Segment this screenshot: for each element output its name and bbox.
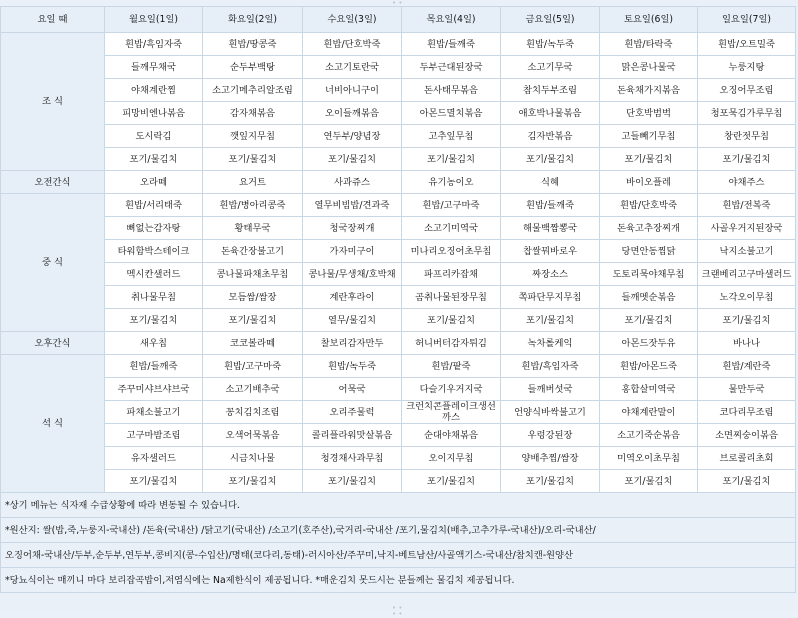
am_snack-item: 유기농이오 (402, 171, 501, 194)
breakfast-item: 감자채볶음 (203, 102, 303, 125)
am_snack-row (1, 171, 796, 194)
header-day-7: 일요일(7일) (698, 7, 796, 33)
breakfast-item: 맑은콩나물국 (600, 56, 698, 79)
dinner-item: 다슬기우거지국 (402, 378, 501, 401)
lunch-item: 포기/물김치 (698, 309, 796, 332)
dinner-item: 흰밥/고구마죽 (203, 355, 303, 378)
header-day-4: 목요일(4일) (402, 7, 501, 33)
pm_snack-item: 바나나 (698, 332, 796, 355)
lunch-item: 낙지소불고기 (698, 240, 796, 263)
lunch-row (1, 263, 796, 286)
top-resize-handle[interactable]: • • (392, 0, 403, 7)
lunch-item: 찹쌀꿔바로우 (501, 240, 600, 263)
dinner-label: 석 식 (1, 355, 105, 493)
dinner-item: 포기/물김치 (501, 470, 600, 493)
lunch-item: 콩나물/무생채/호박채 (303, 263, 402, 286)
lunch-item: 모듬쌈/쌈장 (203, 286, 303, 309)
breakfast-item: 소고기토란국 (303, 56, 402, 79)
dinner-item: 포기/물김치 (698, 470, 796, 493)
dinner-item: 브로콜리초회 (698, 447, 796, 470)
dinner-item: 소면찌숭이볶음 (698, 424, 796, 447)
dinner-item: 흰밥/녹두죽 (303, 355, 402, 378)
breakfast-item: 너비아니구이 (303, 79, 402, 102)
header-day-1: 월요일(1일) (105, 7, 203, 33)
breakfast-item: 포기/물김치 (303, 148, 402, 171)
lunch-item: 열무비빔밥/견과죽 (303, 194, 402, 217)
lunch-item: 들깨멧순볶음 (600, 286, 698, 309)
breakfast-row (1, 79, 796, 102)
pm_snack-item: 코코볼라떼 (203, 332, 303, 355)
pm_snack-item: 허니버터감자튀김 (402, 332, 501, 355)
lunch-item: 흰밥/병아리콩죽 (203, 194, 303, 217)
lunch-item: 사골우거지된장국 (698, 217, 796, 240)
breakfast-item: 포기/물김치 (203, 148, 303, 171)
header-mealtime-day: 요일 때 (1, 7, 105, 33)
breakfast-item: 연두부/양념장 (303, 125, 402, 148)
lunch-item: 콩나물파채초무침 (203, 263, 303, 286)
dinner-item: 주꾸미샤브샤브국 (105, 378, 203, 401)
dinner-item: 유자샐러드 (105, 447, 203, 470)
breakfast-item: 흰밥/땅콩죽 (203, 33, 303, 56)
dinner-item: 흰밥/팥죽 (402, 355, 501, 378)
breakfast-item: 김자반볶음 (501, 125, 600, 148)
dinner-item: 포기/물김치 (105, 470, 203, 493)
lunch-item: 곰취나물된장무침 (402, 286, 501, 309)
lunch-item: 흰밥/들깨죽 (501, 194, 600, 217)
lunch-row (1, 194, 796, 217)
lunch-item: 흰밥/단호박죽 (600, 194, 698, 217)
breakfast-item: 돈육채가지볶음 (600, 79, 698, 102)
lunch-item: 돈육간장불고기 (203, 240, 303, 263)
dinner-item: 오리주물럭 (303, 401, 402, 424)
dinner-row (1, 355, 796, 378)
bottom-resize-handle[interactable]: • • • • (392, 604, 403, 618)
header-day-2: 화요일(2일) (203, 7, 303, 33)
breakfast-item: 야채계란찜 (105, 79, 203, 102)
breakfast-item: 소고기무국 (501, 56, 600, 79)
lunch-item: 당면안동찜닭 (600, 240, 698, 263)
dinner-item: 오이지무침 (402, 447, 501, 470)
dinner-item: 물만두국 (698, 378, 796, 401)
footnote: 오징어채-국내산/두부,순두부,연두부,콩비지(콩-수입산)/명태(코다리,동태)-러시아산/주꾸미,낙지-베트남산/사골액기스-국내산/참치캔-원양산 (1, 543, 796, 568)
lunch-item: 계란후라이 (303, 286, 402, 309)
lunch-item: 소고기미역국 (402, 217, 501, 240)
dinner-item: 콜리플라워맛살볶음 (303, 424, 402, 447)
breakfast-item: 흰밥/타락죽 (600, 33, 698, 56)
breakfast-row (1, 102, 796, 125)
lunch-item: 가자미구이 (303, 240, 402, 263)
lunch-row (1, 217, 796, 240)
dinner-row (1, 378, 796, 401)
breakfast-item: 소고기메추리알조림 (203, 79, 303, 102)
lunch-label: 중 식 (1, 194, 105, 332)
breakfast-item: 흰밥/녹두죽 (501, 33, 600, 56)
header-day-6: 토요일(6일) (600, 7, 698, 33)
dinner-item: 순대야채볶음 (402, 424, 501, 447)
dinner-item: 시금치나물 (203, 447, 303, 470)
lunch-item: 포기/물김치 (105, 309, 203, 332)
am_snack-item: 사과쥬스 (303, 171, 402, 194)
breakfast-item: 창란젓무침 (698, 125, 796, 148)
lunch-item: 취나물무침 (105, 286, 203, 309)
breakfast-row (1, 148, 796, 171)
pm_snack-row (1, 332, 796, 355)
pm_snack-item: 찰보리감자만두 (303, 332, 402, 355)
am_snack-item: 식혜 (501, 171, 600, 194)
dinner-item: 양배추찜/쌈장 (501, 447, 600, 470)
lunch-item: 흰밥/전복죽 (698, 194, 796, 217)
lunch-item: 포기/물김치 (402, 309, 501, 332)
note-row (1, 568, 796, 593)
dinner-item: 흰밥/계란죽 (698, 355, 796, 378)
breakfast-item: 흰밥/단호박죽 (303, 33, 402, 56)
breakfast-item: 포기/물김치 (600, 148, 698, 171)
note-row (1, 518, 796, 543)
breakfast-row (1, 125, 796, 148)
dinner-item: 크런치콘플레이크생선까스 (402, 401, 501, 424)
lunch-item: 포기/물김치 (501, 309, 600, 332)
breakfast-item: 흰밥/오트밀죽 (698, 33, 796, 56)
note-row (1, 543, 796, 568)
lunch-item: 포기/물김치 (600, 309, 698, 332)
dinner-item: 우렁강된장 (501, 424, 600, 447)
breakfast-row (1, 56, 796, 79)
footnote: *원산지: 쌀(밥,죽,누룽지-국내산) /돈육(국내산) /닭고기(국내산) /소고기(호주산),국거리-국내산 /포기,물김치(배추,고추가루-국내산)/오리-국내산/ (1, 518, 796, 543)
breakfast-item: 돈사태무볶음 (402, 79, 501, 102)
dinner-item: 포기/물김치 (203, 470, 303, 493)
lunch-item: 흰밥/고구마죽 (402, 194, 501, 217)
dinner-item: 흰밥/흑임자죽 (501, 355, 600, 378)
lunch-item: 청국장찌개 (303, 217, 402, 240)
dinner-row (1, 447, 796, 470)
dinner-row (1, 401, 796, 424)
note-row (1, 493, 796, 518)
dinner-item: 오색어묵볶음 (203, 424, 303, 447)
footnote: *당뇨식이는 매끼니 마다 보리잡곡밥이,저염식에는 Na제한식이 제공됩니다. *매운김치 못드시는 분들께는 물김치 제공됩니다. (1, 568, 796, 593)
dinner-item: 흰밥/들깨죽 (105, 355, 203, 378)
header-row (1, 7, 796, 33)
lunch-item: 돈육고추장찌개 (600, 217, 698, 240)
pm_snack-item: 녹차롤케익 (501, 332, 600, 355)
lunch-item: 해물백짬뽕국 (501, 217, 600, 240)
lunch-item: 열무/물김치 (303, 309, 402, 332)
dinner-item: 포기/물김치 (402, 470, 501, 493)
breakfast-item: 두부근대된장국 (402, 56, 501, 79)
lunch-row (1, 240, 796, 263)
breakfast-item: 도시락김 (105, 125, 203, 148)
breakfast-item: 청포묵김가루무침 (698, 102, 796, 125)
lunch-item: 멕시칸샐러드 (105, 263, 203, 286)
am_snack-item: 야채주스 (698, 171, 796, 194)
breakfast-item: 고추잎무침 (402, 125, 501, 148)
header-day-3: 수요일(3일) (303, 7, 402, 33)
lunch-item: 황태무국 (203, 217, 303, 240)
dinner-item: 야채계란말이 (600, 401, 698, 424)
breakfast-item: 고들빼기무침 (600, 125, 698, 148)
breakfast-item: 포기/물김치 (501, 148, 600, 171)
breakfast-item: 들깨무채국 (105, 56, 203, 79)
dinner-item: 홍합살미역국 (600, 378, 698, 401)
breakfast-item: 애호박나물볶음 (501, 102, 600, 125)
breakfast-item: 단호박범벅 (600, 102, 698, 125)
breakfast-item: 깻잎지무침 (203, 125, 303, 148)
dinner-item: 소고기죽순볶음 (600, 424, 698, 447)
lunch-item: 파프리카잡채 (402, 263, 501, 286)
dinner-row (1, 424, 796, 447)
footnote: *상기 메뉴는 식자재 수급상황에 따라 변동될 수 있습니다. (1, 493, 796, 518)
breakfast-item: 오징어무조림 (698, 79, 796, 102)
pm_snack-item: 아몬드잣두유 (600, 332, 698, 355)
dinner-item: 언양식바싹불고기 (501, 401, 600, 424)
breakfast-item: 아몬드멸치볶음 (402, 102, 501, 125)
lunch-row (1, 309, 796, 332)
am_snack-item: 요거트 (203, 171, 303, 194)
lunch-item: 타워함박스테이크 (105, 240, 203, 263)
lunch-item: 노각오이무침 (698, 286, 796, 309)
pm_snack-item: 새우칩 (105, 332, 203, 355)
dinner-item: 포기/물김치 (600, 470, 698, 493)
dinner-item: 흰밥/아몬드죽 (600, 355, 698, 378)
am_snack-item: 바이오플레 (600, 171, 698, 194)
dinner-item: 꽁치김치조림 (203, 401, 303, 424)
lunch-item: 포기/물김치 (203, 309, 303, 332)
breakfast-item: 오이들깨볶음 (303, 102, 402, 125)
dinner-item: 포기/물김치 (303, 470, 402, 493)
dinner-item: 청경채사과무침 (303, 447, 402, 470)
dinner-item: 파채소불고기 (105, 401, 203, 424)
breakfast-item: 피망비엔나볶음 (105, 102, 203, 125)
breakfast-item: 흰밥/흑임자죽 (105, 33, 203, 56)
pm_snack-label: 오후간식 (1, 332, 105, 355)
dinner-item: 미역오이초무침 (600, 447, 698, 470)
breakfast-item: 포기/물김치 (698, 148, 796, 171)
weekly-menu-table (0, 6, 796, 593)
lunch-item: 뼈없는감자탕 (105, 217, 203, 240)
header-day-5: 금요일(5일) (501, 7, 600, 33)
lunch-item: 크랜베리고구마샐러드 (698, 263, 796, 286)
am_snack-label: 오전간식 (1, 171, 105, 194)
lunch-item: 흰밥/서리태죽 (105, 194, 203, 217)
breakfast-item: 흰밥/들깨죽 (402, 33, 501, 56)
dinner-item: 소고기배추국 (203, 378, 303, 401)
dinner-row (1, 470, 796, 493)
am_snack-item: 오라떼 (105, 171, 203, 194)
breakfast-item: 포기/물김치 (402, 148, 501, 171)
lunch-item: 도토리묵야채무침 (600, 263, 698, 286)
lunch-item: 쪽파단무지무침 (501, 286, 600, 309)
dinner-item: 들깨버섯국 (501, 378, 600, 401)
lunch-row (1, 286, 796, 309)
lunch-item: 짜장소스 (501, 263, 600, 286)
breakfast-item: 순두부백탕 (203, 56, 303, 79)
breakfast-label: 조 식 (1, 33, 105, 171)
breakfast-row (1, 33, 796, 56)
dinner-item: 어묵국 (303, 378, 402, 401)
breakfast-item: 포기/물김치 (105, 148, 203, 171)
breakfast-item: 누룽지탕 (698, 56, 796, 79)
dinner-item: 고구마밤조림 (105, 424, 203, 447)
breakfast-item: 참치두부조림 (501, 79, 600, 102)
lunch-item: 미나리오징어초무침 (402, 240, 501, 263)
dinner-item: 코다리무조림 (698, 401, 796, 424)
